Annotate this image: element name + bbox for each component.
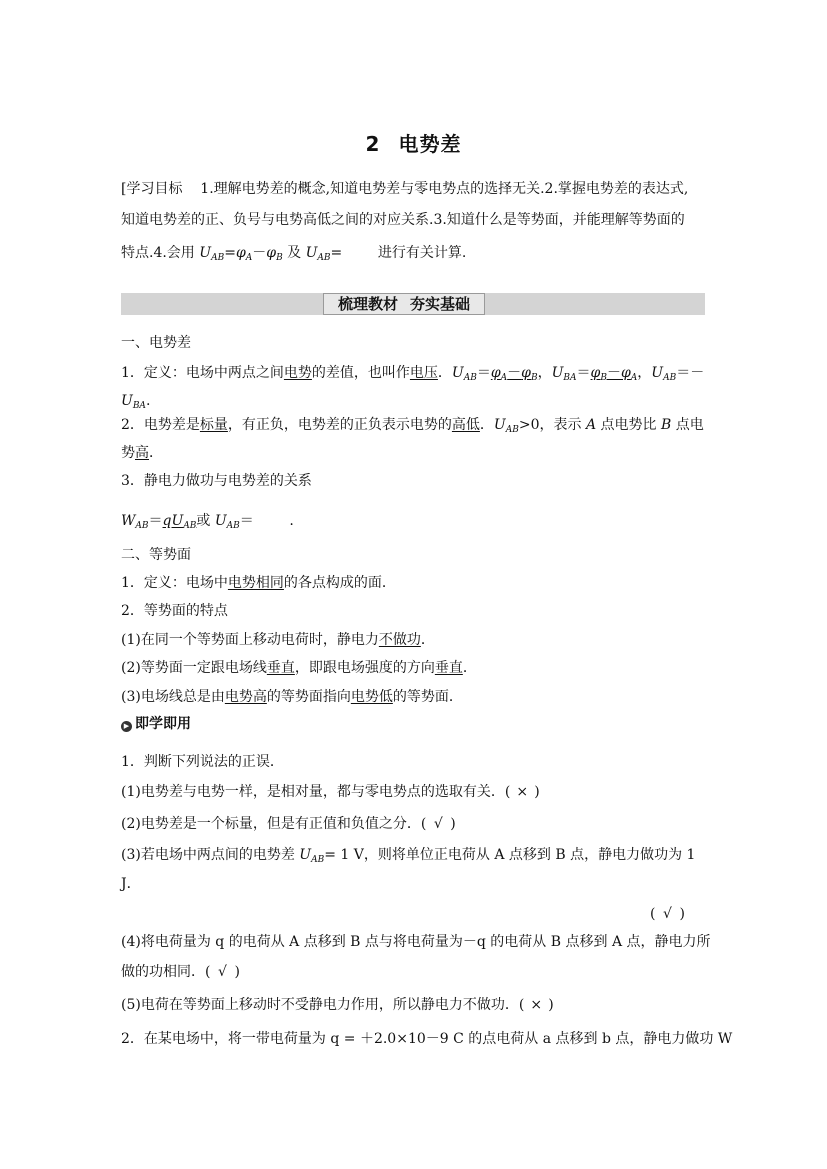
- practice-heading: [121, 714, 191, 734]
- practice-s1: [121, 782, 540, 802]
- sec2-i3-post: 的等势面．: [392, 689, 463, 705]
- sec2-i3-u2: 电势低: [350, 689, 393, 705]
- cross-mark-icon: ×: [516, 784, 529, 800]
- practice-q2: 2．在某电场中，将一带电荷量为 q = ＋2.0×10－9 C 的点电荷从 a 点移到 b 点，静电力做功 W: [121, 1031, 733, 1047]
- sec1-p1: 1．定义：电场中两点之间电势的差值，也叫作电压．$U_{AB}=\varphi_A-\varphi_B$，$U_{BA}=\varphi_B-\varphi_A$，$U_{AB}=-$: [121, 365, 705, 383]
- sec1-p1-mid: 的差值，也叫作: [311, 365, 410, 381]
- practice-s2: [121, 814, 456, 834]
- sec2-i3-u1: 电势高: [224, 689, 267, 705]
- sec1-p2-u2: 高低: [451, 417, 480, 433]
- banner-right: 夯实基础: [410, 295, 471, 313]
- sec2-p1-pre: 1．定义：电场中: [121, 575, 228, 591]
- goals-line-2: [121, 209, 709, 240]
- goals-text-1: 1.理解电势差的概念,知道电势差与零电势点的选择无关.2.掌握电势差的表达式,: [200, 181, 689, 197]
- practice-q1: 1．判断下列说法的正误．: [121, 754, 284, 770]
- practice-s3-answer: [650, 906, 685, 922]
- practice-s5-text: (5)电荷在等势面上移动时不受静电力作用，所以静电力不做功．(: [121, 997, 525, 1013]
- sec1-p1-tail: $U_{BA}$.: [121, 393, 151, 411]
- sec2-i1-pre: (1)在同一个等势面上移动电荷时，静电力: [121, 632, 379, 648]
- sec1-p2-l2-post: ．: [149, 445, 163, 461]
- sec1-p2-l2-u: 高: [135, 445, 149, 461]
- sec2-i1: [121, 630, 435, 650]
- paren-3-open: (: [650, 906, 656, 922]
- title-text: 电势差: [398, 132, 462, 156]
- paren-5: ): [548, 997, 554, 1013]
- sec1-p1-pre: 1．定义：电场中两点之间: [121, 365, 284, 381]
- sec1-p2-l2-pre: 势: [121, 445, 135, 461]
- practice-s4: (4)将电荷量为 q 的电荷从 A 点移到 B 点与将电荷量为－q 的电荷从 B 点移到 A 点，静电力所: [121, 934, 711, 950]
- play-circle-icon: ▶: [121, 721, 132, 732]
- practice-s1-text: (1)电势差与电势一样，是相对量，都与零电势点的选取有关．(: [121, 784, 511, 800]
- sec2-i2-pre: (2)等势面一定跟电场线: [121, 660, 267, 676]
- check-mark-icon: √: [663, 906, 672, 922]
- sec1-p2-line2: [121, 443, 163, 463]
- sec1-p2: 2．电势差是标量，有正负，电势差的正负表示电势的高低．$U_{AB}>0$，表示 A 点电势比 B 点电: [121, 417, 704, 435]
- sec2-heading: 二、等势面: [121, 547, 191, 563]
- sec2-i3: [121, 687, 463, 707]
- practice-s4-line2: [121, 962, 240, 982]
- practice-s3: (3)若电场中两点间的电势差 $U_{AB}= 1$ V，则将单位正电荷从 A 点移到 B 点，静电力做功为 1: [121, 847, 696, 865]
- sec2-i2-mid: ，即跟电场强度的方向: [294, 660, 435, 676]
- sec1-p2-pre: 2．电势差是: [121, 417, 200, 433]
- paren-3: ): [679, 906, 685, 922]
- goals-text-3a: 特点.4.会用: [121, 245, 195, 261]
- check-mark-icon: √: [218, 964, 227, 980]
- sec2-i3-pre: (3)电场线总是由: [121, 689, 225, 705]
- section-banner: [121, 293, 705, 315]
- paren-4: ): [234, 964, 240, 980]
- sec2-p2: 2．等势面的特点: [121, 603, 228, 619]
- sec1-p2-mid: ，有正负，电势差的正负表示电势的: [227, 417, 452, 433]
- learning-goals: [121, 178, 709, 273]
- practice-s4-l2-text: 做的功相同．(: [121, 964, 211, 980]
- sec2-i1-u: 不做功: [378, 632, 421, 648]
- practice-s3-post: = 1 V，则将单位正电荷从 A 点移到 B 点，静电力做功为 1: [324, 847, 696, 863]
- goals-text-3b: 进行有关计算.: [377, 245, 467, 261]
- sec2-i2-u2: 垂直: [434, 660, 463, 676]
- sec2-p1-u: 电势相同: [227, 575, 284, 591]
- practice-s5: [121, 995, 554, 1015]
- practice-heading-text: 即学即用: [135, 716, 191, 732]
- sec1-p3: 3．静电力做功与电势差的关系: [121, 473, 312, 489]
- sec2-i2: [121, 658, 477, 678]
- sec1-p1-u2: 电压: [409, 365, 438, 381]
- cross-mark-icon: ×: [530, 997, 543, 1013]
- sec1-heading: 一、电势差: [121, 335, 191, 351]
- check-mark-icon: √: [433, 816, 443, 832]
- sec2-p1: [121, 573, 396, 593]
- goals-text-2: 知道电势差的正、负号与电势高低之间的对应关系.3.知道什么是等势面，并能理解等势面的: [121, 212, 685, 228]
- sec2-i3-mid: 的等势面指向: [266, 689, 351, 705]
- practice-s3-line2: J．: [121, 876, 141, 892]
- sec1-p1-u1: 电势: [283, 365, 312, 381]
- sec2-i1-post: ．: [420, 632, 435, 648]
- sec2-p1-post: 的各点构成的面．: [283, 575, 396, 591]
- banner-box: [323, 293, 485, 315]
- goals-label: [学习目标: [121, 181, 183, 197]
- page-title: [0, 128, 827, 157]
- practice-s2-text: (2)电势差是一个标量，但是有正值和负值之分．(: [121, 816, 427, 832]
- paren-2: ): [450, 816, 456, 832]
- sec1-p2-u1: 标量: [199, 417, 228, 433]
- practice-s3-pre: (3)若电场中两点间的电势差: [121, 847, 295, 863]
- goals-line-1: [121, 178, 709, 209]
- sec2-i2-post: ．: [462, 660, 477, 676]
- goals-line-3: 特点.4.会用 $U_{AB}=\varphi_A-\varphi_B$ 及 $U_{AB}=$ 进行有关计算.: [121, 245, 467, 263]
- work-formula: $W_{AB}=qU_{AB}$或 $U_{AB}=$ .: [121, 513, 294, 531]
- sec2-i2-u1: 垂直: [266, 660, 295, 676]
- banner-left: 梳理教材: [338, 295, 399, 313]
- section-number: 2: [365, 132, 381, 156]
- paren-1: ): [534, 784, 540, 800]
